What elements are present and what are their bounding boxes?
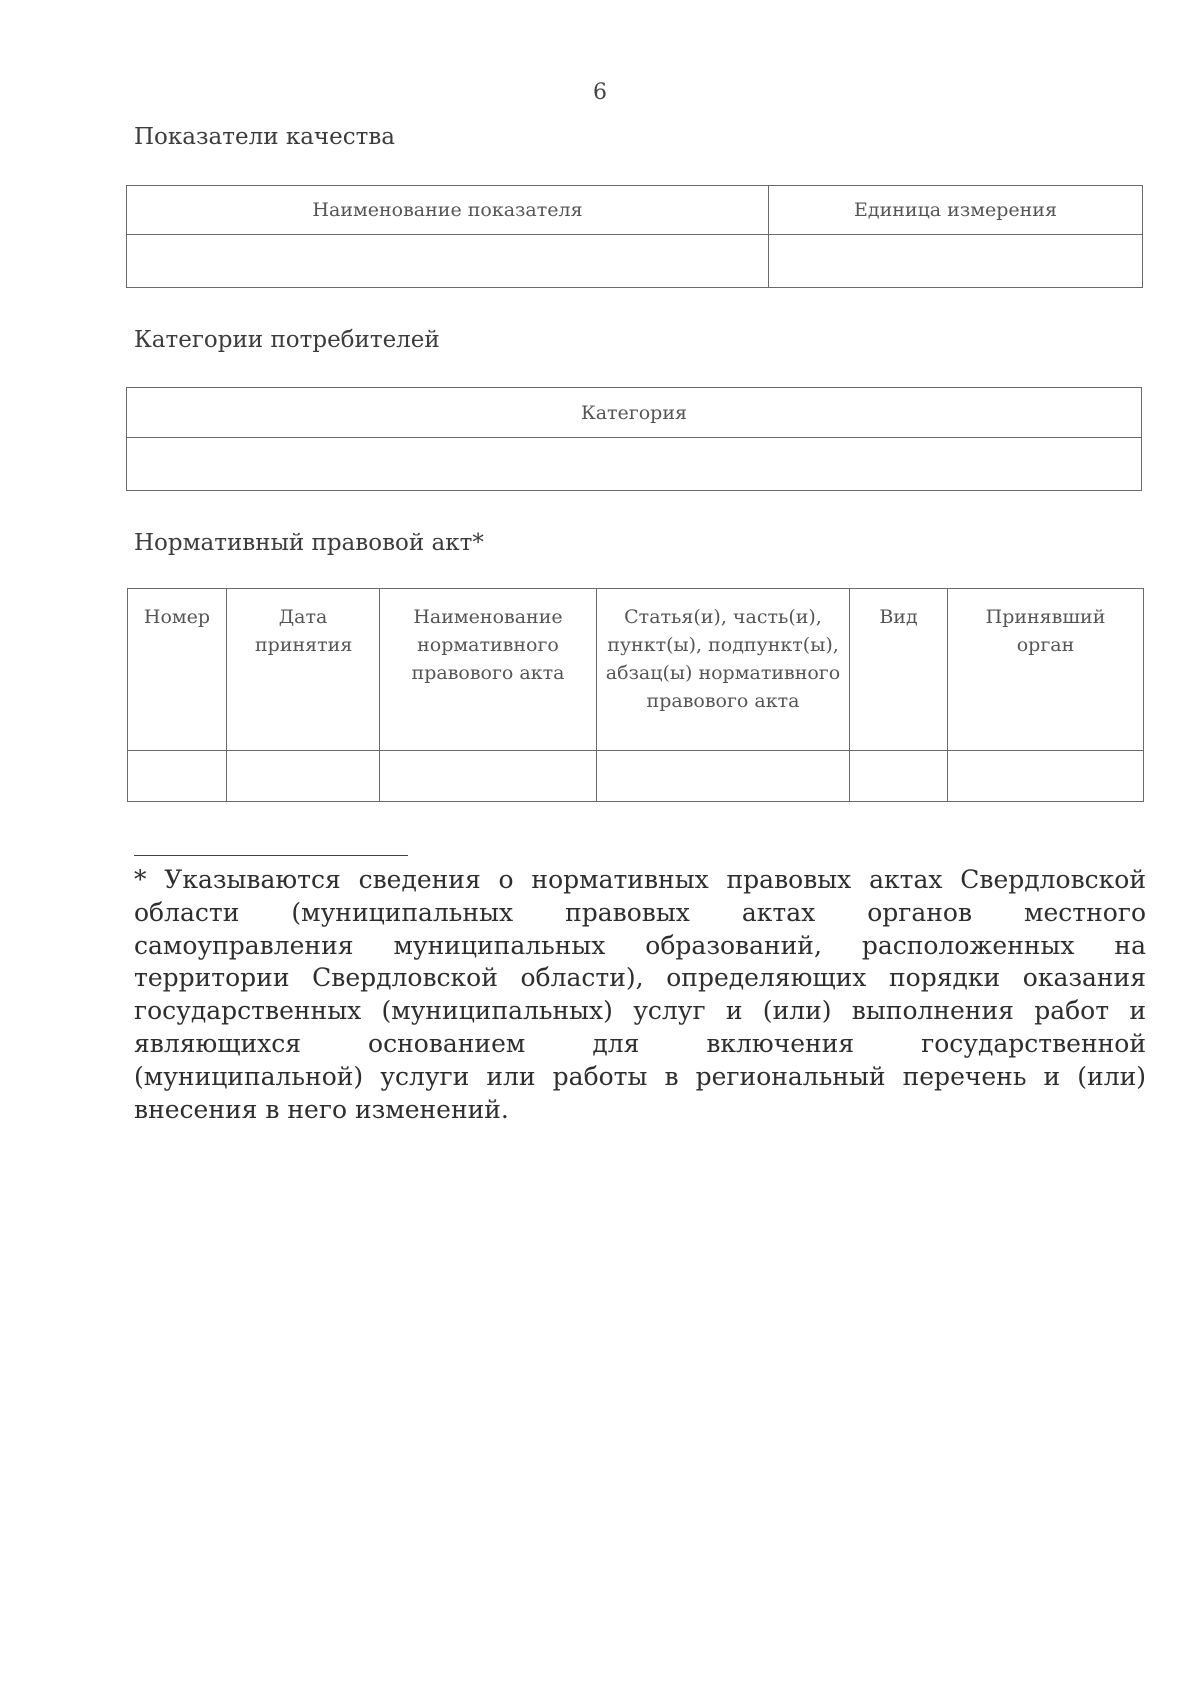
type-cell[interactable]	[850, 751, 948, 802]
adoption-date-cell[interactable]	[227, 751, 380, 802]
quality-section-title: Показатели качества	[134, 124, 396, 150]
article-cell[interactable]	[597, 751, 850, 802]
table-header-row	[127, 388, 1142, 438]
table-header-row	[128, 589, 1144, 751]
table-row	[128, 751, 1144, 802]
legal-act-section-title: Нормативный правовой акт*	[134, 530, 484, 556]
unit-header: Единица измерения	[769, 186, 1143, 235]
consumers-section-title: Категории потребителей	[134, 327, 440, 353]
unit-cell[interactable]	[769, 235, 1143, 288]
act-name-header: Наименование нормативного правового акта	[380, 589, 597, 751]
issuing-body-cell[interactable]	[948, 751, 1144, 802]
table-row	[127, 438, 1142, 491]
act-name-cell[interactable]	[380, 751, 597, 802]
footnote-divider	[134, 855, 408, 856]
quality-table	[126, 185, 1143, 288]
table-header-row	[127, 186, 1143, 235]
page-number: 6	[593, 80, 607, 105]
number-cell[interactable]	[128, 751, 227, 802]
article-header: Статья(и), часть(и), пункт(ы), подпункт(ы), абзац(ы) нормативного правового акта	[597, 589, 850, 751]
indicator-name-cell[interactable]	[127, 235, 769, 288]
footnote-text: * Указываются сведения о нормативных правовых актах Свердловской области (муниципальных правовых актах органов местного самоуправления муниципальных образований, расположенных на территории Свердловской области), определяющих порядки оказания государственных (муниципальных) услуг и (или) выполнения работ и являющихся основанием для включения государственной (муниципальной) услуги или работы в региональный перечень и (или) внесения в него изменений.	[134, 865, 1146, 1124]
category-header: Категория	[127, 388, 1142, 438]
legal-act-table	[127, 588, 1144, 802]
type-header: Вид	[850, 589, 948, 751]
table-row	[127, 235, 1143, 288]
indicator-name-header: Наименование показателя	[127, 186, 769, 235]
number-header: Номер	[128, 589, 227, 751]
category-cell[interactable]	[127, 438, 1142, 491]
category-table	[126, 387, 1142, 491]
issuing-body-header: Принявший орган	[948, 589, 1144, 751]
adoption-date-header: Дата принятия	[227, 589, 380, 751]
